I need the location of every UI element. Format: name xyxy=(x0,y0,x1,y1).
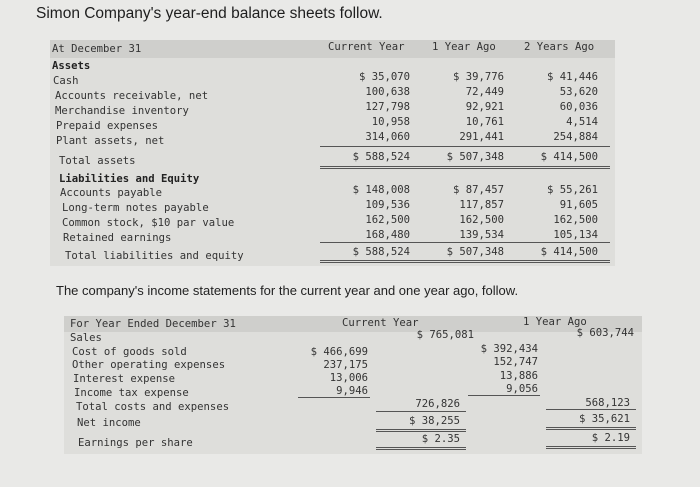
net-income-rule xyxy=(376,429,466,430)
asset-two-years: 60,036 xyxy=(559,101,598,113)
expense-current: $ 466,699 xyxy=(310,346,368,358)
total-double-rule xyxy=(320,168,610,169)
liabilities-heading: Liabilities and Equity xyxy=(59,173,200,185)
balance-sheet-table xyxy=(50,40,615,266)
asset-prior: 291,441 xyxy=(459,131,504,143)
liability-prior: 162,500 xyxy=(459,214,504,226)
asset-two-years: 53,620 xyxy=(559,86,598,98)
header-one-year-ago: 1 Year Ago xyxy=(432,41,496,53)
subtotal-rule xyxy=(320,146,610,147)
expense-prior: $ 392,434 xyxy=(480,343,538,355)
income-statement-table xyxy=(64,316,642,454)
expense-label: Other operating expenses xyxy=(72,359,226,371)
expense-label: Cost of goods sold xyxy=(72,346,187,358)
liability-label: Retained earnings xyxy=(63,232,172,244)
total-liabilities-two-years: $ 414,500 xyxy=(540,246,598,258)
total-assets-two-years: $ 414,500 xyxy=(540,151,598,163)
net-income-rule xyxy=(546,427,636,428)
total-costs-current: 726,826 xyxy=(415,398,460,410)
expense-current: 9,946 xyxy=(336,385,368,397)
eps-current: $ 2.35 xyxy=(421,433,460,445)
expense-label: Income tax expense xyxy=(74,387,189,399)
liability-current: 162,500 xyxy=(365,214,410,226)
liability-two-years: $ 55,261 xyxy=(546,184,598,196)
expense-current: 237,175 xyxy=(323,359,368,371)
asset-current: 127,798 xyxy=(365,101,410,113)
eps-prior: $ 2.19 xyxy=(591,432,630,444)
liability-two-years: 105,134 xyxy=(553,229,598,241)
total-assets-prior: $ 507,348 xyxy=(446,151,504,163)
liability-two-years: 162,500 xyxy=(553,214,598,226)
asset-prior: 72,449 xyxy=(465,86,504,98)
eps-label: Earnings per share xyxy=(78,437,193,449)
total-costs-label: Total costs and expenses xyxy=(76,401,230,413)
total-assets-label: Total assets xyxy=(59,155,136,167)
asset-current: $ 35,070 xyxy=(358,71,410,83)
asset-label: Merchandise inventory xyxy=(55,105,189,117)
liability-prior: $ 87,457 xyxy=(452,184,504,196)
expense-prior: 9,056 xyxy=(506,383,538,395)
expense-subtotal-rule xyxy=(468,395,540,396)
liability-two-years: 91,605 xyxy=(559,199,598,211)
is-header-one-year-ago: 1 Year Ago xyxy=(523,316,587,328)
total-liabilities-prior: $ 507,348 xyxy=(446,246,504,258)
eps-rule xyxy=(376,447,466,448)
subtotal-rule xyxy=(320,242,610,243)
asset-prior: 92,921 xyxy=(465,101,504,113)
asset-label: Accounts receivable, net xyxy=(55,90,209,102)
expense-subtotal-rule xyxy=(298,397,370,398)
eps-rule xyxy=(546,446,636,447)
liability-prior: 139,534 xyxy=(459,229,504,241)
total-liabilities-label: Total liabilities and equity xyxy=(65,250,244,262)
asset-current: 100,638 xyxy=(365,86,410,98)
total-costs-rule xyxy=(546,409,636,410)
liability-label: Accounts payable xyxy=(60,187,163,199)
expense-prior: 13,886 xyxy=(499,370,538,382)
total-rule xyxy=(320,260,610,261)
liability-current: $ 148,008 xyxy=(352,184,410,196)
sales-current: $ 765,081 xyxy=(416,329,474,341)
liability-current: 168,480 xyxy=(365,229,410,241)
eps-double-rule xyxy=(376,449,466,450)
asset-label: Prepaid expenses xyxy=(56,120,159,132)
income-statement-intro: The company's income statements for the current year and one year ago, follow. xyxy=(56,283,519,298)
asset-prior: $ 39,776 xyxy=(452,71,504,83)
assets-heading: Assets xyxy=(52,60,91,72)
total-rule xyxy=(320,166,610,167)
asset-label: Plant assets, net xyxy=(56,135,165,147)
is-header-current-year: Current Year xyxy=(342,317,419,329)
eps-double-rule xyxy=(546,448,636,449)
liability-label: Long-term notes payable xyxy=(62,202,209,214)
total-costs-prior: 568,123 xyxy=(585,397,630,409)
net-income-prior: $ 35,621 xyxy=(578,413,630,425)
header-two-years-ago: 2 Years Ago xyxy=(524,41,595,53)
asset-two-years: 254,884 xyxy=(553,131,598,143)
asset-current: 10,958 xyxy=(371,116,410,128)
is-header-label: For Year Ended December 31 xyxy=(70,318,236,330)
page-title: Simon Company's year-end balance sheets follow. xyxy=(36,5,383,22)
net-income-label: Net income xyxy=(77,417,141,429)
asset-current: 314,060 xyxy=(365,131,410,143)
net-income-double-rule xyxy=(376,431,466,432)
expense-prior: 152,747 xyxy=(493,356,538,368)
header-label: At December 31 xyxy=(52,43,142,55)
asset-prior: 10,761 xyxy=(465,116,504,128)
expense-current: 13,006 xyxy=(329,372,368,384)
net-income-double-rule xyxy=(546,429,636,430)
net-income-current: $ 38,255 xyxy=(408,415,460,427)
asset-label: Cash xyxy=(53,75,79,87)
asset-two-years: $ 41,446 xyxy=(546,71,598,83)
total-costs-rule xyxy=(376,411,466,412)
liability-prior: 117,857 xyxy=(459,199,504,211)
asset-two-years: 4,514 xyxy=(566,116,598,128)
sales-prior: $ 603,744 xyxy=(576,327,634,339)
total-liabilities-current: $ 588,524 xyxy=(352,246,410,258)
total-assets-current: $ 588,524 xyxy=(352,151,410,163)
header-current-year: Current Year xyxy=(328,41,405,53)
total-double-rule xyxy=(320,262,610,263)
expense-label: Interest expense xyxy=(73,373,176,385)
liability-current: 109,536 xyxy=(365,199,410,211)
liability-label: Common stock, $10 par value xyxy=(62,217,235,229)
sales-label: Sales xyxy=(70,332,102,344)
